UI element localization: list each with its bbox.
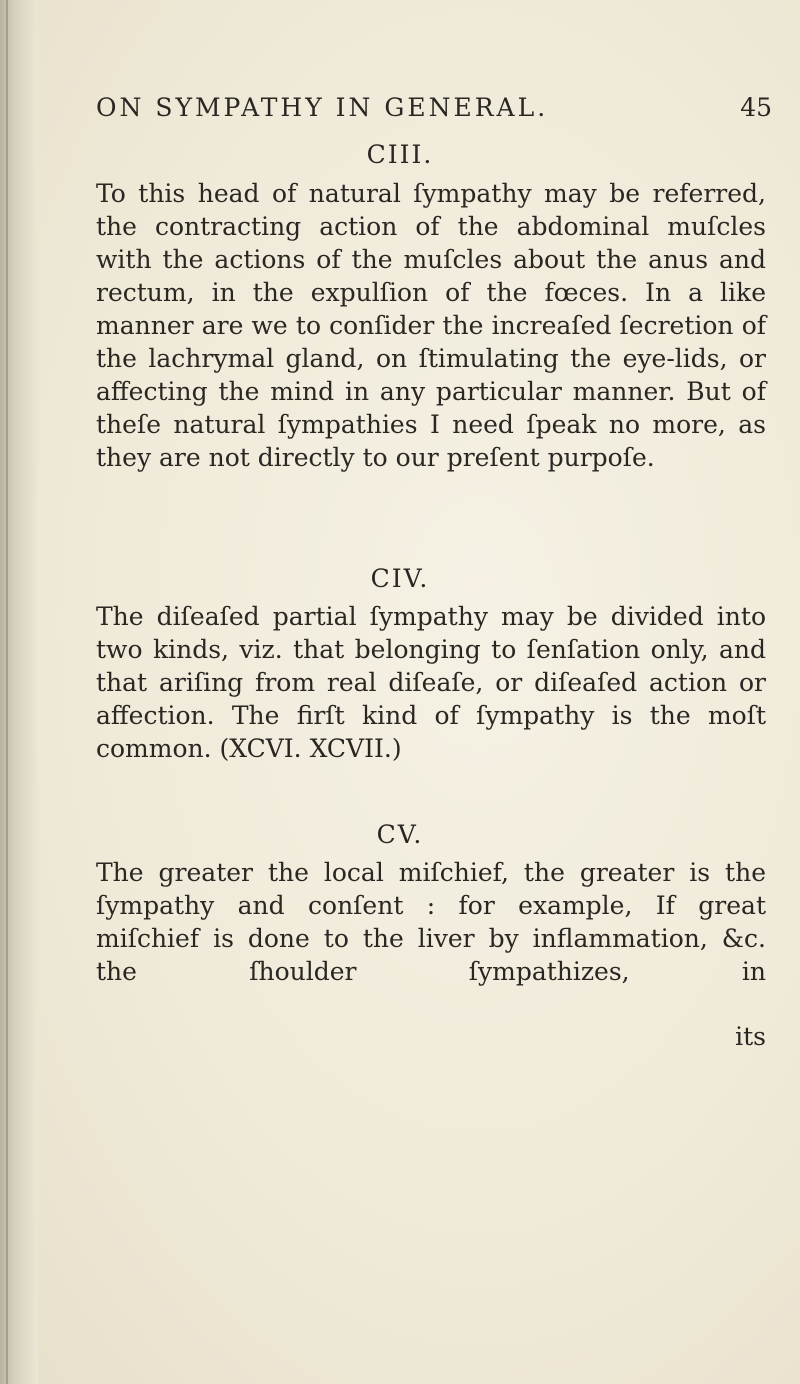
catchword: its xyxy=(735,1022,766,1051)
paragraph-cv: The greater the local miſchief, the greater is the ſympathy and conſent : for example, If great miſchief is done to the liver by inflammation, &c. the ſhoulder ſympathizes, in xyxy=(96,858,766,986)
running-head xyxy=(96,88,772,128)
page-gutter xyxy=(0,0,38,1384)
running-title: ON SYMPATHY IN GENERAL. xyxy=(96,93,549,122)
section-heading-ciii: CIII. xyxy=(366,140,434,169)
paragraph-civ: The diſeaſed partial ſympathy may be divided into two kinds, viz. that belonging to ſenſation only, and that ariſing from real diſeaſe, or diſeaſed action or affection. The firſt kind of ſympathy is the moſt common. (XCVI. XCVII.) xyxy=(96,602,766,763)
section-heading-cv: CV. xyxy=(376,820,424,849)
page-number: 45 xyxy=(740,93,772,122)
section-heading-civ: CIV. xyxy=(370,564,430,593)
paragraph-ciii: To this head of natural ſympathy may be referred, the contracting action of the abdominal muſcles with the actions of the muſcles about the anus and rectum, in the expulſion of the fœces. In a like manner are we to conſider the increaſed ſecretion of the lachrymal gland, on ſtimulating the eye-lids, or affecting the mind in any particular manner. But of theſe natural ſympathies I need ſpeak no more, as they are not directly to our preſent purpoſe. xyxy=(96,179,766,472)
gutter-edge xyxy=(6,0,8,1384)
